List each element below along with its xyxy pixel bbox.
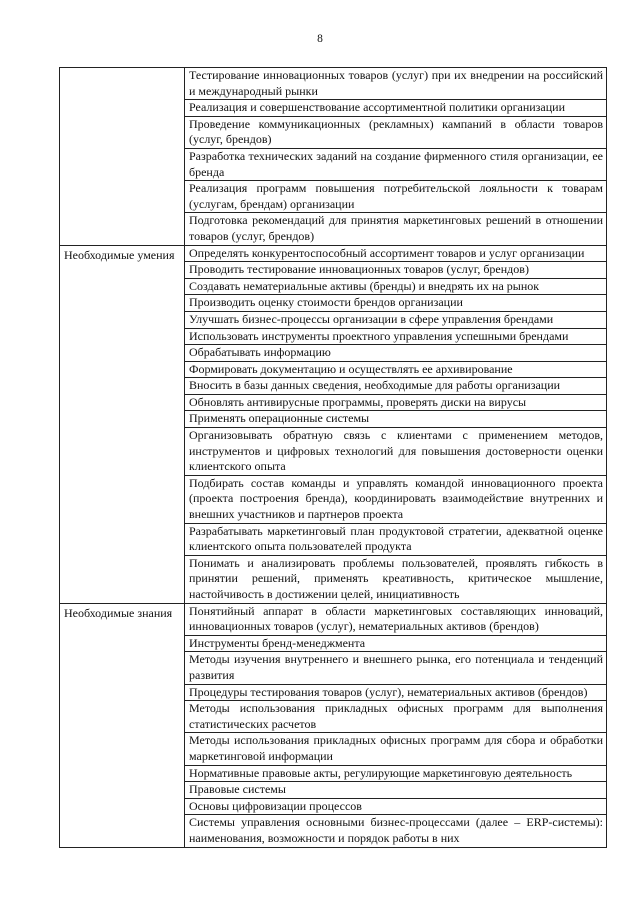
list-item: Создавать нематериальные активы (бренды) и внедрять их на рынок <box>185 278 607 295</box>
list-item: Проводить тестирование инновационных товаров (услуг, брендов) <box>185 262 607 279</box>
list-item: Использовать инструменты проектного управления успешными брендами <box>185 328 607 345</box>
list-item: Производить оценку стоимости брендов организации <box>185 295 607 312</box>
list-item: Определять конкурентоспособный ассортимент товаров и услуг организации <box>185 245 607 262</box>
list-item: Методы использования прикладных офисных программ для выполнения статистических расчетов <box>185 701 607 733</box>
list-item: Процедуры тестирования товаров (услуг), нематериальных активов (брендов) <box>185 684 607 701</box>
list-item: Нормативные правовые акты, регулирующие маркетинговую деятельность <box>185 765 607 782</box>
list-item: Обрабатывать информацию <box>185 345 607 362</box>
list-item: Реализация программ повышения потребительской лояльности к товарам (услугам, брендам) организации <box>185 181 607 213</box>
list-item: Подбирать состав команды и управлять командой инновационного проекта (проекта построения бренда), координировать взаимодействие внутренних и внешних участников и партнеров проекта <box>185 475 607 523</box>
list-item: Тестирование инновационных товаров (услуг) при их внедрении на российский и международный рынки <box>185 68 607 100</box>
list-item: Инструменты бренд-менеджмента <box>185 635 607 652</box>
list-item: Применять операционные системы <box>185 411 607 428</box>
list-item: Основы цифровизации процессов <box>185 798 607 815</box>
list-item: Вносить в базы данных сведения, необходимые для работы организации <box>185 378 607 395</box>
table-row <box>60 68 607 100</box>
list-item: Проведение коммуникационных (рекламных) кампаний в области товаров (услуг, брендов) <box>185 116 607 148</box>
list-item: Реализация и совершенствование ассортиментной политики организации <box>185 100 607 117</box>
table-row <box>60 245 607 262</box>
list-item: Методы изучения внутреннего и внешнего рынка, его потенциала и тенденций развития <box>185 652 607 684</box>
list-item: Методы использования прикладных офисных программ для сбора и обработки маркетинговой информации <box>185 733 607 765</box>
list-item: Формировать документацию и осуществлять ее архивирование <box>185 361 607 378</box>
list-item: Обновлять антивирусные программы, проверять диски на вирусы <box>185 394 607 411</box>
competency-table-body <box>60 68 607 848</box>
competency-table <box>59 67 607 848</box>
list-item: Понятийный аппарат в области маркетинговых составляющих инноваций, инновационных товаров (услуг), нематериальных активов (брендов) <box>185 603 607 635</box>
table-row <box>60 603 607 635</box>
list-item: Подготовка рекомендаций для принятия маркетинговых решений в отношении товаров (услуг, брендов) <box>185 213 607 245</box>
list-item: Правовые системы <box>185 782 607 799</box>
list-item: Улучшать бизнес-процессы организации в сфере управления брендами <box>185 311 607 328</box>
section-label: Необходимые знания <box>60 603 185 847</box>
list-item: Понимать и анализировать проблемы пользователей, проявлять гибкость в принятии решений, применять креативность, критическое мышление, настойчивость в достижении целей, инициативность <box>185 555 607 603</box>
section-label: Необходимые умения <box>60 245 185 603</box>
list-item: Разработка технических заданий на создание фирменного стиля организации, ее бренда <box>185 148 607 180</box>
list-item: Системы управления основными бизнес-процессами (далее – ERP-системы): наименования, возможности и порядок работы в них <box>185 815 607 847</box>
page-number: 8 <box>317 33 323 45</box>
list-item: Организовывать обратную связь с клиентами с применением методов, инструментов и цифровых технологий для повышения достоверности оценки клиентского опыта <box>185 428 607 476</box>
section-label <box>60 68 185 246</box>
list-item: Разрабатывать маркетинговый план продуктовой стратегии, адекватной оценке клиентского опыта пользователей продукта <box>185 523 607 555</box>
